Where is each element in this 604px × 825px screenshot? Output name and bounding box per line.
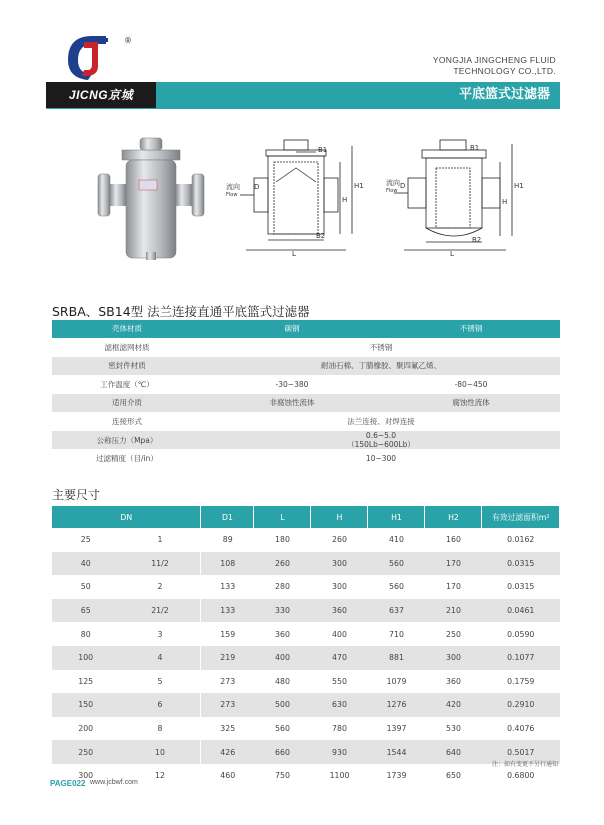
table-cell: 8 [119, 717, 201, 741]
table-cell: 150 [52, 693, 119, 717]
dim-b2-label: B2 [472, 236, 482, 244]
company-line2: TECHNOLOGY CO.,LTD. [453, 66, 556, 76]
spec-value-carbon: 非腐蚀性流体 [202, 394, 382, 413]
table-cell: 630 [311, 693, 368, 717]
table-cell: 930 [311, 740, 368, 764]
spec-header-cell: 不锈钢 [382, 320, 560, 338]
table-cell: 25 [80, 535, 91, 545]
dim-d-label: D [254, 183, 260, 191]
table-cell: 750 [275, 771, 290, 781]
table-cell: 640 [425, 740, 482, 764]
table-cell: 530 [446, 724, 461, 734]
table-cell: 250 [446, 629, 461, 639]
table-cell: 0.6800 [507, 771, 535, 781]
table-cell: 637 [368, 599, 425, 623]
dims-header-row [52, 506, 560, 528]
pressure-lb: （150Lb~600Lb） [347, 440, 415, 449]
table-row [52, 599, 560, 623]
pressure-mpa: 0.6~5.0 [365, 431, 397, 440]
table-cell: 460 [220, 771, 236, 781]
table-cell: 273 [220, 676, 236, 686]
table-cell: 4 [119, 646, 201, 670]
brand-bar: JICNG京城 [46, 82, 156, 108]
table-cell: 330 [254, 599, 311, 623]
table-cell: 360 [275, 629, 290, 639]
table-cell: 550 [332, 676, 347, 686]
technical-drawing-right [386, 132, 528, 260]
table-cell: 500 [254, 693, 311, 717]
technical-drawing-left [226, 132, 368, 260]
table-cell: 65 [52, 599, 119, 623]
table-cell: 250 [52, 740, 119, 764]
table-cell: 400 [332, 629, 347, 639]
table-row [52, 552, 560, 576]
dim-h1-label: H1 [354, 182, 364, 190]
flow-label: 流向 [226, 183, 240, 191]
table-cell: 170 [446, 582, 461, 592]
table-cell: 560 [368, 552, 425, 576]
table-cell: 0.4076 [507, 724, 535, 734]
section-title-bar [156, 82, 560, 108]
table-cell: 881 [368, 646, 425, 670]
table-cell: 410 [389, 535, 404, 545]
product-photo [96, 132, 206, 264]
table-row [52, 740, 560, 764]
table-cell: 1079 [386, 676, 407, 686]
spec-label: 公称压力（Mpa） [52, 431, 202, 450]
table-cell: 80 [80, 629, 91, 639]
spec-header-cell: 碳钢 [202, 320, 382, 338]
table-cell: 420 [425, 693, 482, 717]
dims-header-cell: DN [52, 506, 201, 528]
table-cell: 560 [389, 582, 404, 592]
table-cell: 0.1759 [507, 676, 535, 686]
dim-b1-label: B1 [318, 146, 328, 154]
dim-h-label: H [342, 196, 348, 204]
table-cell: 125 [78, 676, 94, 686]
dims-table [52, 506, 560, 788]
table-cell: 300 [311, 552, 368, 576]
dims-header-cell: H2 [425, 506, 482, 528]
company-line1: YONGJIA JINGCHENG FLUID [432, 55, 556, 65]
company-logo [58, 30, 122, 82]
table-cell: 650 [446, 771, 461, 781]
table-cell: 0.0590 [507, 629, 535, 639]
dims-header-cell: H [311, 506, 368, 528]
table-cell: 273 [201, 693, 254, 717]
spec-header-cell: 壳体材质 [52, 320, 202, 338]
table-cell: 300 [332, 582, 347, 592]
website-link[interactable]: www.jcbwf.com [90, 779, 138, 786]
dim-h-label: H [502, 198, 508, 206]
table-row [52, 717, 560, 741]
table-cell: 0.0461 [482, 599, 560, 623]
table-cell: 10 [119, 740, 201, 764]
table-cell: 660 [254, 740, 311, 764]
section-title: 平底篮式过滤器 [458, 87, 550, 102]
spec-label: 密封件材质 [52, 357, 202, 376]
table-cell: 0.0315 [507, 582, 535, 592]
spec-value-carbon: -30~380 [202, 375, 382, 394]
dims-header-cell: H1 [368, 506, 425, 528]
table-cell: 89 [222, 535, 233, 545]
table-cell: 1739 [386, 771, 407, 781]
table-cell: 1100 [329, 771, 350, 781]
header-divider [46, 108, 560, 109]
table-cell: 710 [389, 629, 404, 639]
dim-l-label: L [450, 250, 454, 258]
table-cell: 0.2910 [482, 693, 560, 717]
company-name [356, 55, 556, 77]
table-cell: 0.1077 [482, 646, 560, 670]
dims-title: 主要尺寸 [52, 488, 101, 502]
table-cell: 2 [119, 575, 201, 599]
table-cell: 108 [201, 552, 254, 576]
spec-row [52, 338, 560, 357]
table-cell: 360 [446, 676, 461, 686]
table-row [52, 646, 560, 670]
table-cell: 280 [275, 582, 290, 592]
table-cell: 3 [119, 622, 201, 646]
spec-table [52, 320, 560, 469]
table-cell: 360 [311, 599, 368, 623]
table-cell: 159 [220, 629, 236, 639]
footnote: 注：如有变更不另行通知 [491, 761, 558, 768]
table-cell: 170 [425, 552, 482, 576]
spec-header-row [52, 320, 560, 338]
flow-en-label: Flow [226, 192, 238, 198]
table-cell: 160 [446, 535, 461, 545]
table-cell: 200 [78, 724, 94, 734]
dims-header-cell: 有效过滤面积m² [482, 506, 560, 528]
table-cell: 100 [52, 646, 119, 670]
spec-value: 耐油石棉、丁腈橡胶、聚四氟乙烯、 [202, 357, 560, 376]
table-cell: 1276 [368, 693, 425, 717]
table-row [52, 693, 560, 717]
table-cell: 40 [52, 552, 119, 576]
dim-d-label: D [400, 182, 406, 190]
dim-b2-label: B2 [316, 232, 326, 240]
dims-header-cell: D1 [201, 506, 254, 528]
spec-value [202, 431, 560, 450]
table-cell: 0.0162 [507, 535, 535, 545]
table-cell: 6 [119, 693, 201, 717]
spec-row [52, 375, 560, 394]
table-cell: 219 [201, 646, 254, 670]
flow-en-label: Flow [386, 188, 398, 194]
table-cell: 133 [220, 582, 236, 592]
table-cell: 780 [332, 724, 347, 734]
table-cell: 5 [119, 670, 201, 694]
table-cell: 50 [80, 582, 91, 592]
table-cell: 300 [425, 646, 482, 670]
table-cell: 133 [201, 599, 254, 623]
table-cell: 325 [220, 724, 236, 734]
table-cell: 470 [311, 646, 368, 670]
table-cell: 1544 [368, 740, 425, 764]
spec-label: 连接形式 [52, 412, 202, 431]
table-cell: 400 [254, 646, 311, 670]
registered-mark: ® [124, 36, 132, 45]
table-cell: 210 [425, 599, 482, 623]
spec-row [52, 357, 560, 376]
dim-b1-label: B1 [470, 144, 480, 152]
spec-value: 不锈钢 [202, 338, 560, 357]
table-row [52, 670, 560, 694]
table-cell: 21/2 [119, 599, 201, 623]
spec-label: 过滤精度（目/in） [52, 450, 202, 469]
table-cell: 0.5017 [482, 740, 560, 764]
table-cell: 0.0315 [482, 552, 560, 576]
spec-value-stainless: 腐蚀性流体 [382, 394, 560, 413]
spec-row [52, 412, 560, 431]
table-cell: 1397 [386, 724, 407, 734]
table-cell: 560 [275, 724, 290, 734]
table-cell: 480 [275, 676, 290, 686]
spec-label: 滤框滤网材质 [52, 338, 202, 357]
table-cell: 11/2 [119, 552, 201, 576]
product-title: SRBA、SB14型 法兰连接直通平底篮式过滤器 [52, 304, 310, 319]
dim-h1-label: H1 [514, 182, 524, 190]
spec-value-stainless: -80~450 [382, 375, 560, 394]
flow-label: 流向 [386, 179, 400, 187]
page-number: PAGE022 [50, 779, 86, 788]
table-row [52, 575, 560, 599]
table-cell: 426 [201, 740, 254, 764]
table-cell: 12 [119, 764, 201, 788]
spec-label: 适用介质 [52, 394, 202, 413]
table-cell: 180 [275, 535, 290, 545]
spec-label: 工作温度（℃） [52, 375, 202, 394]
spec-row [52, 431, 560, 450]
table-row [52, 528, 560, 552]
dim-l-label: L [292, 250, 296, 258]
table-cell: 300 [78, 771, 94, 781]
spec-value: 10~300 [202, 450, 560, 469]
table-cell: 260 [332, 535, 347, 545]
spec-value: 法兰连接、对焊连接 [202, 412, 560, 431]
spec-row [52, 450, 560, 469]
table-cell: 260 [254, 552, 311, 576]
table-cell: 1 [119, 528, 201, 552]
table-row [52, 622, 560, 646]
dims-header-cell: L [254, 506, 311, 528]
spec-row [52, 394, 560, 413]
